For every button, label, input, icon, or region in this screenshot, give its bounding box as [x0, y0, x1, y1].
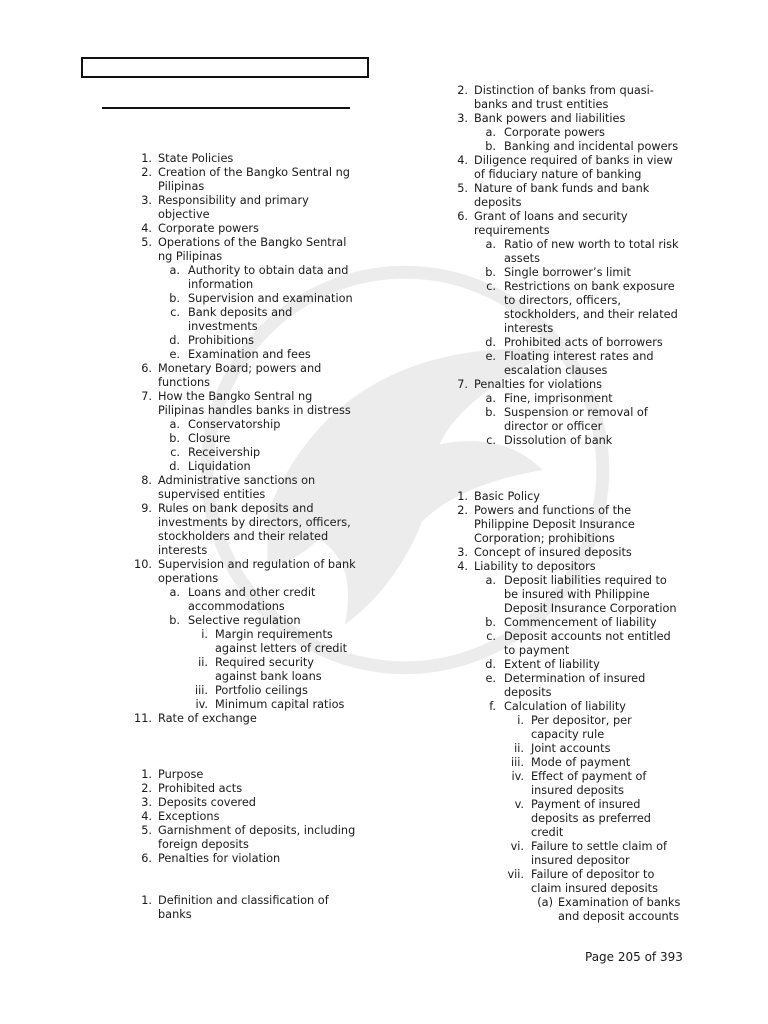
item-text: Per depositor, per capacity rule — [531, 714, 632, 741]
item-marker: 7. — [141, 390, 152, 403]
item-text: Concept of insured deposits — [474, 546, 632, 559]
outline-item — [136, 894, 356, 922]
item-text: Loans and other credit accommodations — [188, 586, 316, 613]
item-marker: c. — [170, 446, 180, 459]
outline-item — [136, 166, 356, 194]
outline-item — [504, 798, 682, 840]
item-text: Deposits covered — [158, 796, 256, 809]
item-text: Garnishment of deposits, including foreign deposits — [158, 824, 356, 851]
item-marker: a. — [485, 238, 496, 251]
outline-item — [452, 154, 682, 182]
item-text: Creation of the Bangko Sentral ng Pilipinas — [158, 166, 350, 193]
item-marker: 6. — [141, 852, 152, 865]
item-text: Prohibited acts — [158, 782, 243, 795]
item-marker: 9. — [141, 502, 152, 515]
item-marker: 2. — [457, 504, 468, 517]
outline-list — [452, 490, 682, 924]
item-marker: c. — [486, 280, 496, 293]
item-marker: vi. — [510, 840, 524, 853]
item-marker: a. — [485, 126, 496, 139]
outline-item — [504, 840, 682, 868]
item-marker: 4. — [457, 560, 468, 573]
item-text: Administrative sanctions on supervised entities — [158, 474, 316, 501]
item-text: Deposit accounts not entitled to payment — [504, 630, 671, 657]
left-column — [136, 152, 356, 922]
header-rule — [102, 107, 350, 109]
item-marker: a. — [169, 586, 180, 599]
item-text: Monetary Board; powers and functions — [158, 362, 322, 389]
outline-item — [474, 266, 682, 280]
outline-item — [452, 560, 682, 924]
outline-item — [474, 434, 682, 448]
outline-item — [158, 586, 356, 614]
outline-item — [136, 796, 356, 810]
item-text: Diligence required of banks in view of fiduciary nature of banking — [474, 154, 673, 181]
outline-item — [452, 84, 682, 112]
outline-item — [188, 656, 356, 684]
item-text: Corporate powers — [158, 222, 259, 235]
item-text: Determination of insured deposits — [504, 672, 646, 699]
item-marker: i. — [201, 628, 208, 641]
item-text: Rules on bank deposits and investments by directors, officers, stockholders and their related interests — [158, 502, 351, 557]
item-text: Rate of exchange — [158, 712, 257, 725]
outline-item — [158, 292, 356, 306]
item-text: Suspension or removal of director or officer — [504, 406, 648, 433]
outline-item — [158, 306, 356, 334]
outline-item — [504, 756, 682, 770]
outline-item — [474, 574, 682, 616]
item-marker: 1. — [457, 490, 468, 503]
item-text: Failure of depositor to claim insured deposits — [531, 868, 659, 895]
item-marker: f. — [489, 700, 496, 713]
item-marker: b. — [169, 432, 180, 445]
item-text: Minimum capital ratios — [215, 698, 345, 711]
item-marker: b. — [169, 614, 180, 627]
outline-item — [474, 126, 682, 140]
item-text: Nature of bank funds and bank deposits — [474, 182, 650, 209]
item-text: Liquidation — [188, 460, 251, 473]
outline-item — [136, 152, 356, 166]
item-marker: 1. — [141, 152, 152, 165]
outline-item — [452, 182, 682, 210]
item-text: Exceptions — [158, 810, 220, 823]
outline-item — [452, 490, 682, 504]
item-text: How the Bangko Sentral ng Pilipinas handles banks in distress — [158, 390, 351, 417]
outline-item — [474, 406, 682, 434]
item-marker: e. — [485, 672, 496, 685]
outline-list — [136, 152, 356, 726]
item-text: Commencement of liability — [504, 616, 657, 629]
outline-item — [158, 334, 356, 348]
item-text: Fine, imprisonment — [504, 392, 613, 405]
item-text: Supervision and examination — [188, 292, 353, 305]
item-text: Purpose — [158, 768, 204, 781]
outline-item — [474, 140, 682, 154]
outline-item — [474, 238, 682, 266]
outline-item — [188, 698, 356, 712]
item-marker: 6. — [141, 362, 152, 375]
item-marker: 11. — [134, 712, 152, 725]
item-marker: vii. — [507, 868, 524, 881]
outline-item — [136, 474, 356, 502]
item-text: Closure — [188, 432, 231, 445]
item-marker: iii. — [194, 684, 208, 697]
outline-item — [452, 210, 682, 378]
item-text: Effect of payment of insured deposits — [531, 770, 647, 797]
outline-item — [504, 742, 682, 756]
item-text: Margin requirements against letters of credit — [215, 628, 348, 655]
outline-item — [158, 418, 356, 432]
item-text: Receivership — [188, 446, 261, 459]
outline-item — [158, 614, 356, 712]
item-marker: 2. — [457, 84, 468, 97]
item-text: Corporate powers — [504, 126, 605, 139]
item-text: Mode of payment — [531, 756, 631, 769]
item-text: Single borrower’s limit — [504, 266, 631, 279]
outline-item — [136, 236, 356, 362]
outline-item — [136, 768, 356, 782]
item-text: Extent of liability — [504, 658, 600, 671]
item-text: Responsibility and primary objective — [158, 194, 309, 221]
item-text: Authority to obtain data and information — [188, 264, 349, 291]
outline-item — [188, 684, 356, 698]
outline-item — [136, 502, 356, 558]
item-marker: c. — [170, 306, 180, 319]
outline-item — [474, 280, 682, 336]
item-marker: 4. — [141, 222, 152, 235]
item-marker: iv. — [511, 770, 524, 783]
item-text: Examination and fees — [188, 348, 311, 361]
outline-item — [136, 810, 356, 824]
item-text: Basic Policy — [474, 490, 540, 503]
item-text: Distinction of banks from quasi-banks and trust entities — [474, 84, 654, 111]
item-text: State Policies — [158, 152, 234, 165]
item-text: Failure to settle claim of insured depositor — [531, 840, 667, 867]
outline-item — [136, 362, 356, 390]
item-marker: 4. — [457, 154, 468, 167]
item-marker: 10. — [134, 558, 152, 571]
item-marker: 2. — [141, 782, 152, 795]
item-marker: iv. — [195, 698, 208, 711]
item-marker: iii. — [510, 756, 524, 769]
item-text: Calculation of liability — [504, 700, 626, 713]
outline-item — [188, 628, 356, 656]
item-text: Definition and classification of banks — [158, 894, 329, 921]
item-text: Dissolution of bank — [504, 434, 613, 447]
outline-item — [136, 222, 356, 236]
item-marker: c. — [486, 630, 496, 643]
item-text: Deposit liabilities required to be insured with Philippine Deposit Insurance Corporation — [504, 574, 677, 615]
item-marker: ii. — [514, 742, 524, 755]
outline-item — [474, 630, 682, 658]
item-text: Prohibitions — [188, 334, 255, 347]
item-marker: d. — [169, 334, 180, 347]
item-marker: 5. — [141, 236, 152, 249]
item-text: Powers and functions of the Philippine Deposit Insurance Corporation; prohibitions — [474, 504, 635, 545]
item-marker: 6. — [457, 210, 468, 223]
item-text: Payment of insured deposits as preferred credit — [531, 798, 651, 839]
item-marker: a. — [169, 264, 180, 277]
item-marker: (a) — [537, 896, 553, 909]
item-marker: i. — [517, 714, 524, 727]
item-text: Selective regulation — [188, 614, 301, 627]
outline-item — [474, 392, 682, 406]
outline-item — [158, 460, 356, 474]
item-text: Penalties for violation — [158, 852, 281, 865]
outline-item — [474, 658, 682, 672]
item-text: Operations of the Bangko Sentral ng Pilipinas — [158, 236, 347, 263]
item-text: Ratio of new worth to total risk assets — [504, 238, 679, 265]
item-marker: 3. — [457, 546, 468, 559]
item-marker: d. — [485, 658, 496, 671]
item-text: Bank powers and liabilities — [474, 112, 626, 125]
item-text: Banking and incidental powers — [504, 140, 679, 153]
item-marker: a. — [485, 574, 496, 587]
item-marker: d. — [169, 460, 180, 473]
outline-item — [136, 558, 356, 712]
outline-list — [136, 894, 356, 922]
item-marker: 2. — [141, 166, 152, 179]
item-text: Grant of loans and security requirements — [474, 210, 628, 237]
outline-item — [452, 112, 682, 154]
outline-item — [136, 712, 356, 726]
item-marker: b. — [485, 140, 496, 153]
item-marker: b. — [485, 266, 496, 279]
outline-item — [158, 348, 356, 362]
outline-item — [474, 616, 682, 630]
item-text: Penalties for violations — [474, 378, 603, 391]
item-marker: 1. — [141, 894, 152, 907]
outline-item — [158, 264, 356, 292]
item-marker: 3. — [141, 194, 152, 207]
page-number: Page 205 of 393 — [585, 950, 683, 964]
outline-item — [452, 504, 682, 546]
item-marker: v. — [514, 798, 524, 811]
outline-list — [452, 84, 682, 448]
item-marker: 4. — [141, 810, 152, 823]
outline-item — [136, 782, 356, 796]
item-marker: 1. — [141, 768, 152, 781]
item-marker: b. — [169, 292, 180, 305]
outline-item — [158, 446, 356, 460]
outline-item — [452, 378, 682, 448]
item-marker: 3. — [141, 796, 152, 809]
outline-item — [504, 770, 682, 798]
item-text: Restrictions on bank exposure to directors, officers, stockholders, and their related interests — [504, 280, 678, 335]
outline-item — [136, 194, 356, 222]
item-marker: e. — [169, 348, 180, 361]
item-marker: 3. — [457, 112, 468, 125]
item-text: Required security against bank loans — [215, 656, 322, 683]
item-marker: b. — [485, 616, 496, 629]
item-text: Portfolio ceilings — [215, 684, 308, 697]
item-text: Prohibited acts of borrowers — [504, 336, 663, 349]
item-marker: e. — [485, 350, 496, 363]
item-marker: a. — [169, 418, 180, 431]
item-marker: 5. — [457, 182, 468, 195]
item-marker: ii. — [198, 656, 208, 669]
item-text: Examination of banks and deposit accounts — [558, 896, 681, 923]
item-text: Liability to depositors — [474, 560, 596, 573]
item-marker: d. — [485, 336, 496, 349]
outline-item — [158, 432, 356, 446]
item-marker: 8. — [141, 474, 152, 487]
item-text: Joint accounts — [531, 742, 611, 755]
outline-item — [504, 714, 682, 742]
outline-list — [136, 768, 356, 866]
outline-item — [136, 852, 356, 866]
item-text: Bank deposits and investments — [188, 306, 293, 333]
item-text: Supervision and regulation of bank operations — [158, 558, 356, 585]
outline-item — [452, 546, 682, 560]
outline-item — [504, 868, 682, 924]
header-title-box — [81, 57, 369, 78]
outline-item — [136, 390, 356, 474]
item-marker: c. — [486, 434, 496, 447]
outline-item — [474, 350, 682, 378]
outline-item — [136, 824, 356, 852]
item-marker: 7. — [457, 378, 468, 391]
item-text: Conservatorship — [188, 418, 281, 431]
outline-item — [531, 896, 682, 924]
outline-item — [474, 700, 682, 924]
item-marker: a. — [485, 392, 496, 405]
item-marker: b. — [485, 406, 496, 419]
item-marker: 5. — [141, 824, 152, 837]
outline-item — [474, 672, 682, 700]
right-column — [452, 84, 682, 924]
outline-item — [474, 336, 682, 350]
item-text: Floating interest rates and escalation clauses — [504, 350, 654, 377]
